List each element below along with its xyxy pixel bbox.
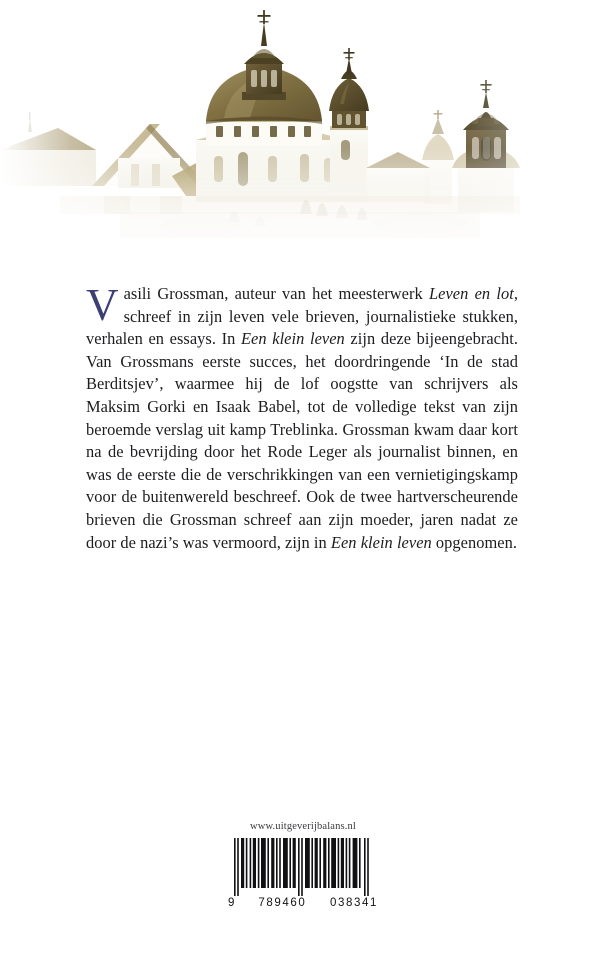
blurb-segment-4: opgenomen. [431, 532, 517, 552]
church-illustration [0, 0, 606, 285]
blurb-title-leven-en-lot: Leven en lot [428, 284, 514, 303]
blurb-title-een-klein-leven-1: Een klein leven [240, 329, 345, 349]
blurb-segment-3: zijn deze bijeengebracht. Van Grossmans eerste succes, het doordringende ‘In de stad Berditsjev’, waarmee hij de lof oogstte van schrijvers als Maksim Gorki en Isaak Babel, tot de volledige tekst van zijn beroemde verslag uit kamp Treblinka. Grossman kwam daar kort na de bevrijding door het Rode Leger als journalist binnen, en was de eerste die de verschrikkingen van een vernietigingskamp voor de buitenwereld beschreef. Ook de twee hartverscheurende brieven die Grossman schreef aan zijn moeder, jaren nadat ze door de nazi’s was vermoord, zijn in [86, 329, 518, 552]
blurb-paragraph [86, 280, 518, 554]
barcode-digits-right: 038341 [330, 897, 378, 909]
publisher-website-url: www.uitgeverijbalans.nl [250, 821, 356, 832]
isbn-barcode [228, 838, 378, 909]
barcode-digits-left: 789460 [258, 897, 307, 909]
back-cover-blurb [86, 280, 518, 554]
barcode-digit-lead: 9 [228, 897, 235, 909]
blurb-segment-1: asili Grossman, auteur van het meesterwerk [123, 284, 429, 303]
drop-cap-v: V [86, 280, 119, 330]
fade-overlay-horizontal [0, 0, 606, 285]
barcode-bars [228, 838, 378, 896]
blurb-segment-2: , schreef in zijn leven vele brieven, journalistieke stukken, verhalen en essays. In [86, 284, 518, 349]
blurb-title-een-klein-leven-2: Een klein leven [330, 532, 432, 552]
barcode-digits [228, 897, 378, 909]
